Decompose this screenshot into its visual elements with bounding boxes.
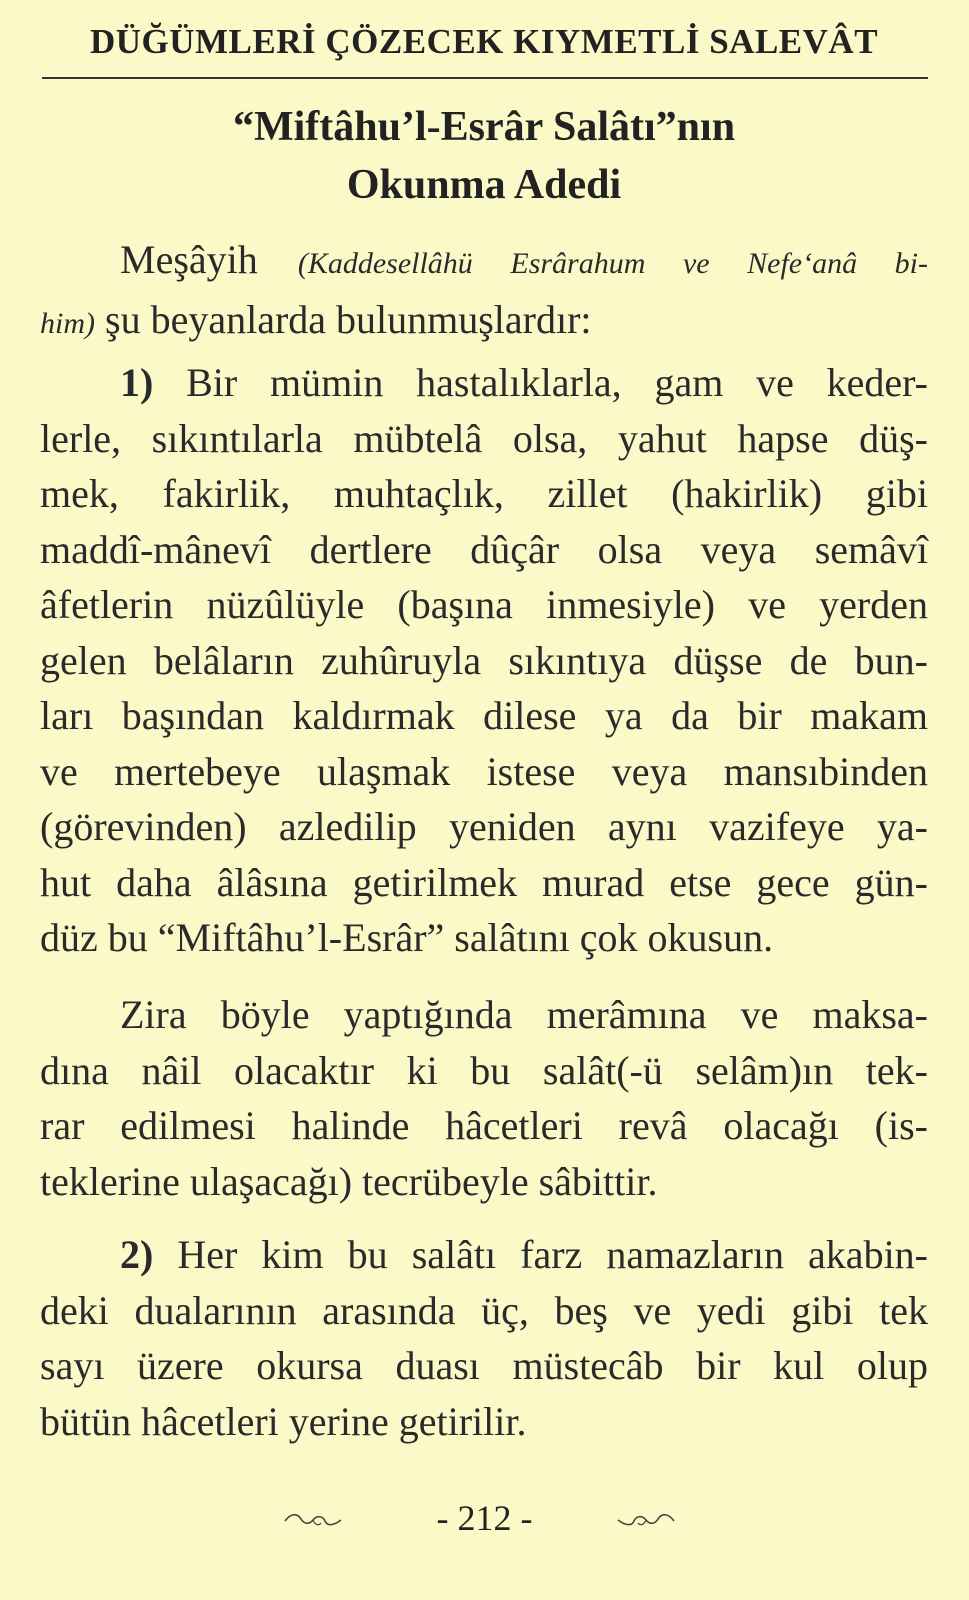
intro-paragraph (40, 232, 928, 351)
paragraph-line: Zira böyle yaptığında merâmına ve maksa- (120, 992, 928, 1037)
item-1-first-line (40, 355, 928, 411)
title-line-1: “Miftâhu’l-Esrâr Salâtı”nın (232, 104, 736, 150)
paragraph-line: sayı üzere okursa duası müstecâb bir kul olup (40, 1343, 928, 1388)
paragraph-line: dına nâil olacaktır ki bu salât(-ü selâm)ın tek- (40, 1047, 928, 1093)
paragraph-line: (görevinden) azledilip yeniden aynı vazifeye ya- (40, 804, 928, 849)
paragraph-line: düz bu “Miftâhu’l-Esrâr” salâtını çok okusun. (40, 915, 774, 960)
item-number: 2) (120, 1232, 154, 1277)
paragraph-line: hut daha âlâsına getirilmek murad etse gece gün- (40, 859, 928, 905)
paragraph-line: lerle, sıkıntılarla mübtelâ olsa, yahut hapse düş- (40, 415, 928, 461)
intro-honorific: (Kaddesellâhü Esrârahum ve Nefe‘anâ bi- (297, 247, 928, 280)
section-title (40, 98, 928, 214)
intro-line-2 (40, 292, 928, 352)
paragraph-line: bütün hâcetleri yerine getirilir. (40, 1398, 527, 1444)
paragraph-line: ları başından kaldırmak dilese ya da bir makam (40, 693, 928, 738)
paragraph-2 (40, 987, 928, 1209)
intro-text: Meşâyih (120, 237, 258, 282)
item-text: Bir mümin hastalıklarla, gam ve keder- (186, 360, 928, 405)
running-head: DÜĞÜMLERİ ÇÖZECEK KIYMETLİ SALEVÂT (89, 22, 879, 61)
title-line-2: Okunma Adedi (346, 162, 622, 208)
intro-honorific-end: him) (40, 306, 95, 340)
page-footer (0, 1497, 969, 1547)
page-number: - 212 - (436, 1498, 533, 1538)
item-2-paragraph (40, 1227, 928, 1449)
paragraph-line: âfetlerin nüzûlüyle (başına inmesiyle) ve yerden (40, 582, 928, 627)
paragraph-line: ve mertebeye ulaşmak istese veya mansıbinden (40, 748, 928, 794)
paragraph-line: teklerine ulaşacağı) tecrübeyle sâbittir. (40, 1158, 658, 1204)
item-number: 1) (120, 360, 154, 405)
item-2-first-line (40, 1227, 928, 1283)
paragraph-line: mek, fakirlik, muhtaçlık, zillet (hakirlik) gibi (40, 471, 928, 516)
intro-text-end: şu beyanlarda bulunmuşlardır: (105, 296, 592, 342)
item-text: Her kim bu salâtı farz namazların akabin- (177, 1232, 928, 1277)
paragraph-line: gelen belâların zuhûruyla sıkıntıya düşse de bun- (40, 637, 928, 683)
right-flourish-icon (616, 1511, 676, 1531)
paragraph-line: rar edilmesi halinde hâcetleri revâ olacağı (is- (40, 1103, 928, 1148)
paragraph-line: deki dualarının arasında üç, beş ve yedi gibi tek (40, 1287, 928, 1333)
intro-line-1 (40, 232, 928, 292)
item-1-paragraph (40, 355, 928, 966)
header-rule (42, 77, 928, 79)
paragraph-line: maddî-mânevî dertlere dûçâr olsa veya semâvî (40, 526, 928, 572)
